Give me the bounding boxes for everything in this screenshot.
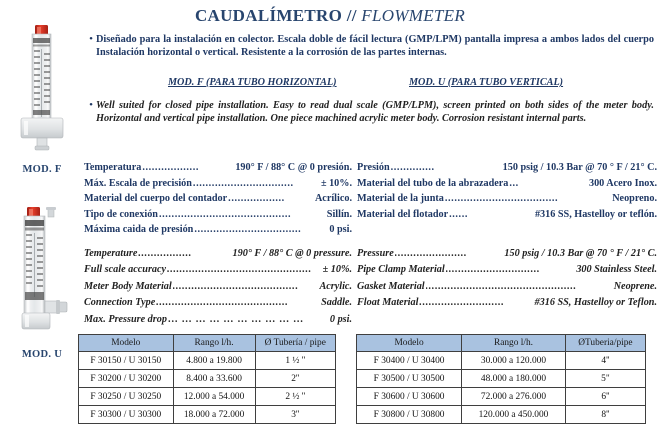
spec-leader: ................................ bbox=[192, 177, 294, 189]
spec-line bbox=[84, 191, 352, 207]
spec-label: Material del cuerpo del contador bbox=[84, 193, 228, 205]
spec-label: Float Material bbox=[357, 297, 419, 309]
spec-value: 0 psi. bbox=[329, 313, 352, 325]
spec-leader: .................. bbox=[228, 193, 285, 205]
table-cell-model: F 30200 / U 30200 bbox=[79, 370, 174, 388]
spec-value: 190° F / 88° C @ 0 pressure. bbox=[232, 248, 352, 259]
page-title-spanish: CAUDALÍMETRO bbox=[194, 6, 343, 25]
spec-line bbox=[357, 279, 657, 295]
spec-leader: .............. bbox=[390, 162, 435, 173]
spec-line bbox=[357, 191, 657, 207]
mode-heading-mod-f: MOD. F (PARA TUBO HORIZONTAL) bbox=[168, 77, 337, 88]
product-mod-u-label: MOD. U bbox=[21, 349, 63, 360]
spec-value: 0 psi. bbox=[329, 224, 352, 236]
spec-label: Connection Type bbox=[84, 297, 156, 309]
spec-value: Neopreno. bbox=[612, 193, 657, 205]
table-cell-pipe-diameter: 8'' bbox=[565, 406, 645, 424]
bullet-spanish bbox=[86, 33, 654, 59]
table-row bbox=[357, 370, 646, 388]
spec-leader: .................................... bbox=[444, 193, 559, 205]
table-cell-model: F 30500 / U 30500 bbox=[357, 370, 462, 388]
table-row bbox=[79, 406, 336, 424]
spec-leader: ................................................ bbox=[425, 280, 577, 292]
specs-spanish-left bbox=[84, 160, 352, 238]
mode-heading-mod-u: MOD. U (PARA TUBO VERTICAL) bbox=[409, 77, 564, 88]
spec-line bbox=[84, 246, 352, 262]
spec-value: Acrílico. bbox=[314, 193, 352, 205]
spec-label: Presión bbox=[357, 162, 390, 173]
product-mod-f-label: MOD. F bbox=[22, 164, 62, 175]
spec-leader: ... bbox=[509, 177, 519, 189]
bullet-marker-icon: • bbox=[89, 33, 93, 45]
spec-leader: … … … … … … … … … … bbox=[167, 313, 305, 325]
spec-line bbox=[84, 279, 352, 295]
spec-leader: ....................... bbox=[394, 248, 468, 259]
page-title-english: FLOWMETER bbox=[361, 6, 466, 25]
page-title-separator: // bbox=[346, 6, 357, 25]
table-row bbox=[79, 352, 336, 370]
spec-value: #316 SS, Hastelloy or Teflon. bbox=[534, 297, 657, 309]
spec-label: Full scale accuracy bbox=[84, 264, 167, 276]
spec-line bbox=[84, 176, 352, 192]
spec-leader: .............................................. bbox=[167, 264, 312, 276]
spec-line bbox=[357, 262, 657, 278]
spec-label: Máxima caida de presión bbox=[84, 224, 194, 236]
spec-line bbox=[357, 176, 657, 192]
table-cell-pipe-diameter: 1 ½ '' bbox=[255, 352, 335, 370]
spec-line bbox=[357, 207, 657, 223]
spec-line bbox=[84, 295, 352, 311]
spec-label: Pipe Clamp Material bbox=[357, 264, 445, 276]
spec-label: Material del flotador bbox=[357, 208, 449, 220]
bullet-english-text: Well suited for closed pipe installation. Easy to read dual scale (GMP/LPM), screen printed on both sides of the meter body. Horizontal and vertical pipe installation. One piece machined acrylic meter body. Corrosion resistant internal parts. bbox=[96, 100, 654, 125]
spec-leader: ........................... bbox=[419, 297, 505, 309]
spec-value: Acrylic. bbox=[319, 280, 352, 292]
mode-headings bbox=[86, 77, 654, 91]
spec-value: 300 Acero Inox. bbox=[588, 177, 657, 189]
table-cell-range: 120.000 a 450.000 bbox=[462, 406, 566, 424]
bullet-marker-icon: • bbox=[89, 99, 93, 111]
spec-leader: ...... bbox=[449, 208, 468, 220]
spec-value: Neoprene. bbox=[613, 280, 657, 292]
table-cell-range: 4.800 a 19.800 bbox=[173, 352, 255, 370]
flowmeter-vertical-icon bbox=[4, 197, 80, 347]
table-row bbox=[79, 370, 336, 388]
table-row bbox=[357, 388, 646, 406]
specs-english-left bbox=[84, 246, 352, 328]
spec-leader: .................. bbox=[142, 162, 199, 173]
spec-value: Saddle. bbox=[321, 297, 352, 309]
table-cell-pipe-diameter: 2'' bbox=[255, 370, 335, 388]
spec-label: Pressure bbox=[357, 248, 394, 259]
product-image-column bbox=[4, 22, 80, 360]
table-cell-model: F 30600 / U 30600 bbox=[357, 388, 462, 406]
table-header-row bbox=[357, 335, 646, 352]
spec-leader: .......................................... bbox=[158, 208, 292, 220]
spec-leader: .............................. bbox=[445, 264, 541, 276]
product-mod-u bbox=[4, 197, 80, 360]
spec-line bbox=[84, 207, 352, 223]
spec-label: Max. Pressure drop bbox=[84, 313, 167, 325]
spec-line bbox=[357, 160, 657, 176]
spec-value: 150 psig / 10.3 Bar @ 70 ° F / 21° C. bbox=[504, 248, 657, 259]
table-cell-model: F 30400 / U 30400 bbox=[357, 352, 462, 370]
table-cell-range: 30.000 a 120.000 bbox=[462, 352, 566, 370]
spec-leader: .................................. bbox=[194, 224, 302, 236]
table-cell-model: F 30250 / U 30250 bbox=[79, 388, 174, 406]
table-column-header: Modelo bbox=[357, 335, 462, 352]
spec-label: Tipo de conexión bbox=[84, 208, 158, 220]
table-cell-model: F 30300 / U 30300 bbox=[79, 406, 174, 424]
spec-value: 190° F / 88° C @ 0 presión. bbox=[235, 162, 352, 173]
spec-line bbox=[357, 295, 657, 311]
page-title bbox=[0, 6, 660, 26]
spec-leader: .......................................... bbox=[156, 297, 289, 309]
spec-value: 150 psig / 10.3 Bar @ 70 ° F / 21° C. bbox=[502, 162, 657, 173]
table-row bbox=[357, 406, 646, 424]
spec-value: 300 Stainless Steel. bbox=[576, 264, 657, 276]
spec-label: Meter Body Material bbox=[84, 280, 172, 292]
table-cell-pipe-diameter: 6'' bbox=[565, 388, 645, 406]
spec-leader: ................. bbox=[138, 248, 192, 259]
model-table-right bbox=[356, 334, 646, 424]
table-cell-pipe-diameter: 4'' bbox=[565, 352, 645, 370]
table-cell-model: F 30150 / U 30150 bbox=[79, 352, 174, 370]
spec-label: Material del tubo de la abrazadera bbox=[357, 177, 509, 189]
spec-leader: ........................................ bbox=[172, 280, 299, 292]
specs-english-right bbox=[357, 246, 657, 312]
spec-label: Material de la junta bbox=[357, 193, 444, 205]
table-column-header: Rango l/h. bbox=[173, 335, 255, 352]
spec-value: #316 SS, Hastelloy or teflón. bbox=[534, 208, 657, 220]
spec-value: Sillín. bbox=[326, 208, 352, 220]
table-header-row bbox=[79, 335, 336, 352]
spec-label: Gasket Material bbox=[357, 280, 425, 292]
table-column-header: Modelo bbox=[79, 335, 174, 352]
table-cell-pipe-diameter: 2 ½ '' bbox=[255, 388, 335, 406]
spec-value: ± 10%. bbox=[320, 177, 352, 189]
table-cell-pipe-diameter: 3'' bbox=[255, 406, 335, 424]
table-cell-range: 48.000 a 180.000 bbox=[462, 370, 566, 388]
table-column-header: ØTuberia/pipe bbox=[565, 335, 645, 352]
model-table-left bbox=[78, 334, 336, 424]
spec-line bbox=[357, 246, 657, 262]
table-cell-range: 12.000 a 54.000 bbox=[173, 388, 255, 406]
table-cell-pipe-diameter: 5" bbox=[565, 370, 645, 388]
spec-label: Máx. Escala de precisión bbox=[84, 177, 192, 189]
bullet-english bbox=[86, 99, 654, 125]
table-column-header: Rango l/h. bbox=[462, 335, 566, 352]
table-row bbox=[79, 388, 336, 406]
spec-line bbox=[84, 222, 352, 238]
table-cell-range: 18.000 a 72.000 bbox=[173, 406, 255, 424]
spec-line bbox=[84, 312, 352, 328]
product-mod-f bbox=[4, 22, 80, 175]
bullet-spanish-text: Diseñado para la instalación en colector. Escala doble de fácil lectura (GMP/LPM) pantalla impresa a ambos lados del cuerpo Instalación horizontal o vertical. Resistente a la corrosión de las partes internas. bbox=[96, 34, 654, 59]
table-cell-range: 72.000 a 276.000 bbox=[462, 388, 566, 406]
flowmeter-horizontal-icon bbox=[4, 22, 80, 162]
spec-value: ± 10%. bbox=[322, 264, 352, 276]
spec-label: Temperature bbox=[84, 248, 138, 259]
table-cell-model: F 30800 / U 30800 bbox=[357, 406, 462, 424]
table-cell-range: 8.400 a 33.600 bbox=[173, 370, 255, 388]
specs-spanish-right bbox=[357, 160, 657, 222]
table-row bbox=[357, 352, 646, 370]
spec-label: Temperatura bbox=[84, 162, 142, 173]
table-column-header: Ø Tubería / pipe bbox=[255, 335, 335, 352]
spec-line bbox=[84, 160, 352, 176]
spec-line bbox=[84, 262, 352, 278]
